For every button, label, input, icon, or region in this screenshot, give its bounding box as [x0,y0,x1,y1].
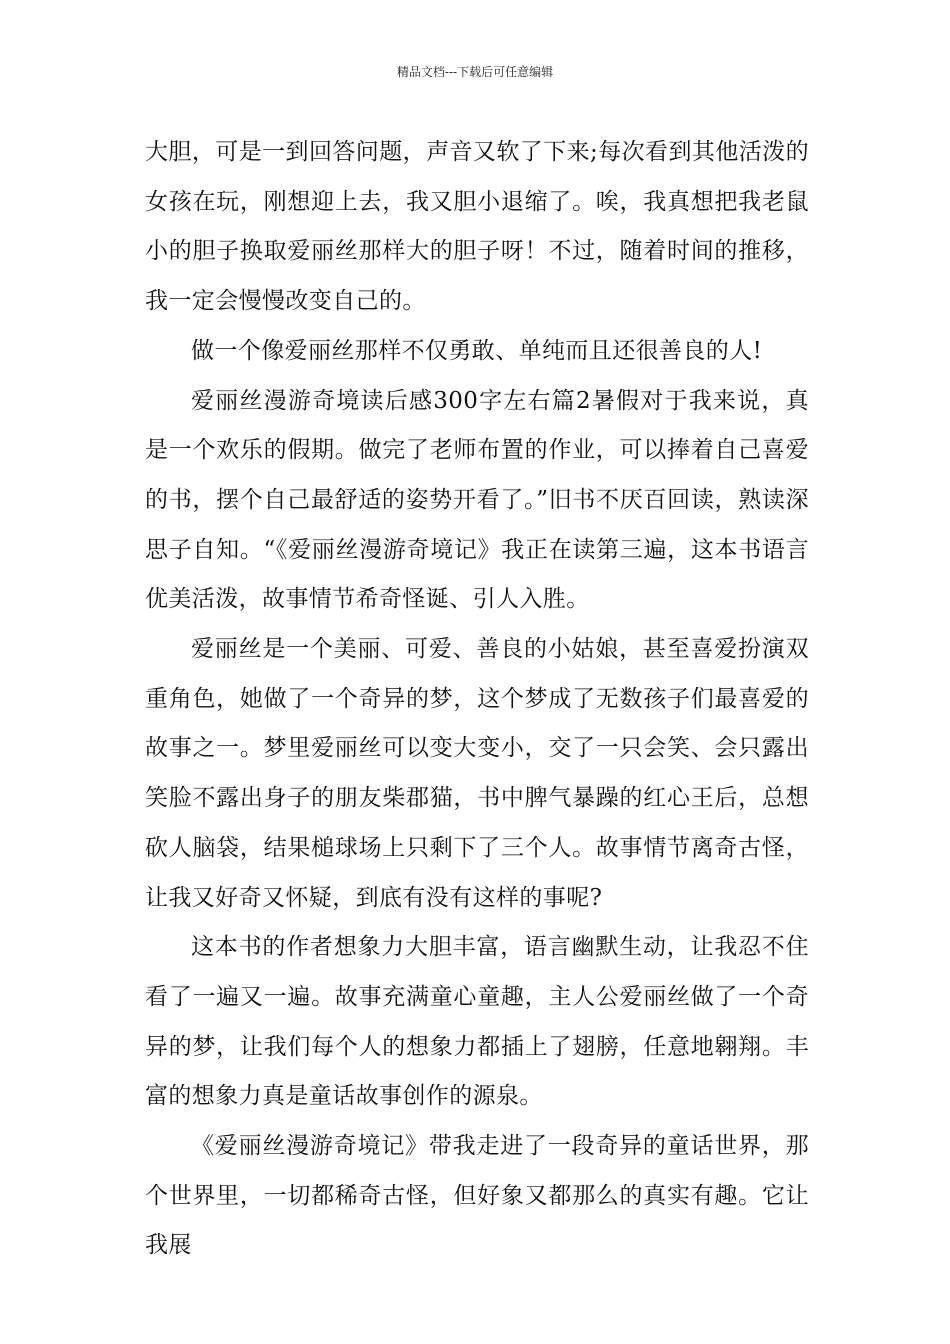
paragraph-6: 《爱丽丝漫游奇境记》带我走进了一段奇异的童话世界，那个世界里，一切都稀奇古怪，但好象又都那么的真实有趣。它让我展 [145,1133,809,1259]
document-body [145,128,809,1271]
paragraph-3: 爱丽丝漫游奇境读后感300字左右篇2暑假对于我来说，真是一个欢乐的假期。做完了老师布置的作业，可以捧着自己喜爱的书，摆个自己最舒适的姿势开看了。”旧书不厌百回读，熟读深思子自知。“《爱丽丝漫游奇境记》我正在读第三遍，这本书语言优美活泼，故事情节希奇怪诞、引人入胜。 [145,387,809,613]
paragraph-1: 大胆，可是一到回答问题，声音又软了下来;每次看到其他活泼的女孩在玩，刚想迎上去，我又胆小退缩了。唉，我真想把我老鼠小的胆子换取爱丽丝那样大的胆子呀！不过，随着时间的推移，我一定会慢慢改变自己的。 [145,139,809,315]
paragraph-5: 这本书的作者想象力大胆丰富，语言幽默生动，让我忍不住看了一遍又一遍。故事充满童心童趣，主人公爱丽丝做了一个奇异的梦，让我们每个人的想象力都插上了翅膀，任意地翱翔。丰富的想象力真是童话故事创作的源泉。 [145,934,809,1110]
paragraph-4: 爱丽丝是一个美丽、可爱、善良的小姑娘，甚至喜爱扮演双重角色，她做了一个奇异的梦，这个梦成了无数孩子们最喜爱的故事之一。梦里爱丽丝可以变大变小，交了一只会笑、会只露出笑脸不露出身子的朋友柴郡猫，书中脾气暴躁的红心王后，总想砍人脑袋，结果槌球场上只剩下了三个人。故事情节离奇古怪，让我又好奇又怀疑，到底有没有这样的事呢? [145,636,809,911]
page-header: 精品文档---下载后可任意编辑 [396,65,554,79]
paragraph-2: 做一个像爱丽丝那样不仅勇敢、单纯而且还很善良的人! [191,337,763,364]
